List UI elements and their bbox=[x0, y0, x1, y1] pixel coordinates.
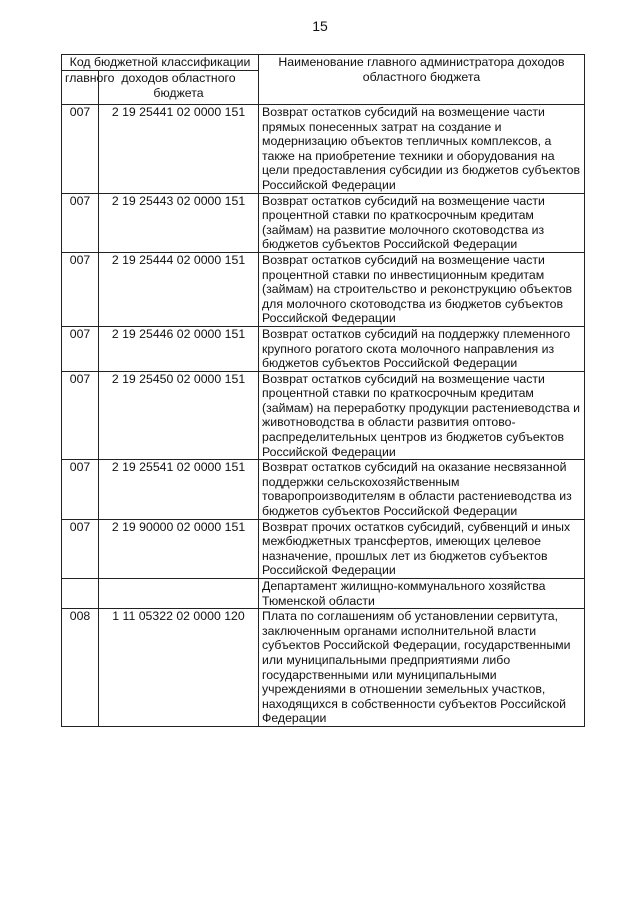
income-name-cell: Возврат прочих остатков субсидий, субвенций и иных межбюджетных трансфертов, имеющих целевое назначение, прошлых лет из бюджетов субъектов Российской Федерации bbox=[259, 519, 585, 578]
income-name-cell: Возврат остатков субсидий на возмещение части процентной ставки по краткосрочным кредитам (займам) на переработку продукции растениеводства и животноводства в области развития оптово-распределительных центров из бюджетов субъектов Российской Федерации bbox=[259, 371, 585, 460]
budget-classification-table bbox=[61, 54, 585, 727]
admin-code-cell: 007 bbox=[62, 519, 99, 578]
table-header bbox=[62, 55, 585, 105]
income-name-cell: Возврат остатков субсидий на поддержку племенного крупного рогатого скота молочного направления из бюджетов субъектов Российской Федерации bbox=[259, 326, 585, 371]
classification-code-header: Код бюджетной классификации bbox=[62, 55, 259, 71]
income-name-cell: Плата по соглашениям об установлении сервитута, заключенным органами исполнительной власти субъектов Российской Федерации, государственными или муниципальными предприятиями либо государственными или муниципальными учреждениями в отношении земельных участков, находящихся в собственности субъектов Российской Федерации bbox=[259, 609, 585, 727]
department-row bbox=[62, 579, 585, 609]
admin-code-cell: 007 bbox=[62, 105, 99, 194]
admin-code-cell: 007 bbox=[62, 371, 99, 460]
income-code-cell: 2 19 25450 02 0000 151 bbox=[99, 371, 259, 460]
income-name-cell: Возврат остатков субсидий на возмещение части процентной ставки по краткосрочным кредитам (займам) на развитие молочного скотоводства из бюджетов субъектов Российской Федерации bbox=[259, 193, 585, 252]
admin-code-header: главного bbox=[62, 71, 99, 105]
income-code-cell: 2 19 25441 02 0000 151 bbox=[99, 105, 259, 194]
page-number: 15 bbox=[312, 18, 328, 34]
income-code-cell: 2 19 25541 02 0000 151 bbox=[99, 460, 259, 519]
income-name-cell: Возврат остатков субсидий на возмещение части процентной ставки по инвестиционным кредитам (займам) на строительство и реконструкцию объектов для молочного скотоводства из бюджетов субъектов Российской Федерации bbox=[259, 252, 585, 326]
admin-code-cell: 007 bbox=[62, 193, 99, 252]
table-row bbox=[62, 105, 585, 194]
income-code-cell: 2 19 90000 02 0000 151 bbox=[99, 519, 259, 578]
income-name-cell: Возврат остатков субсидий на возмещение части прямых понесенных затрат на создание и модернизацию объектов тепличных комплексов, а также на приобретение техники и оборудования на цели предоставления субсидии из бюджетов субъектов Российской Федерации bbox=[259, 105, 585, 194]
table-row bbox=[62, 326, 585, 371]
header-row-group bbox=[62, 55, 585, 71]
admin-code-cell: 007 bbox=[62, 252, 99, 326]
income-code-header: доходов областного бюджета bbox=[99, 71, 259, 105]
income-code-cell: 2 19 25444 02 0000 151 bbox=[99, 252, 259, 326]
table-row bbox=[62, 519, 585, 578]
table-row bbox=[62, 609, 585, 727]
table-row bbox=[62, 371, 585, 460]
table-row bbox=[62, 193, 585, 252]
department-name-cell: Департамент жилищно-коммунального хозяйства Тюменской области bbox=[259, 579, 585, 609]
income-code-cell bbox=[99, 579, 259, 609]
admin-code-cell: 007 bbox=[62, 460, 99, 519]
table-row bbox=[62, 460, 585, 519]
table-body bbox=[62, 105, 585, 727]
income-code-cell: 2 19 25446 02 0000 151 bbox=[99, 326, 259, 371]
income-name-cell: Возврат остатков субсидий на оказание несвязанной поддержки сельскохозяйственным товаропроизводителям в области растениеводства из бюджетов субъектов Российской Федерации bbox=[259, 460, 585, 519]
table-row bbox=[62, 252, 585, 326]
admin-code-cell: 007 bbox=[62, 326, 99, 371]
income-code-cell: 1 11 05322 02 0000 120 bbox=[99, 609, 259, 727]
admin-code-cell: 008 bbox=[62, 609, 99, 727]
income-code-cell: 2 19 25443 02 0000 151 bbox=[99, 193, 259, 252]
administrator-name-header: Наименование главного администратора доходов областного бюджета bbox=[259, 55, 585, 105]
admin-code-cell bbox=[62, 579, 99, 609]
